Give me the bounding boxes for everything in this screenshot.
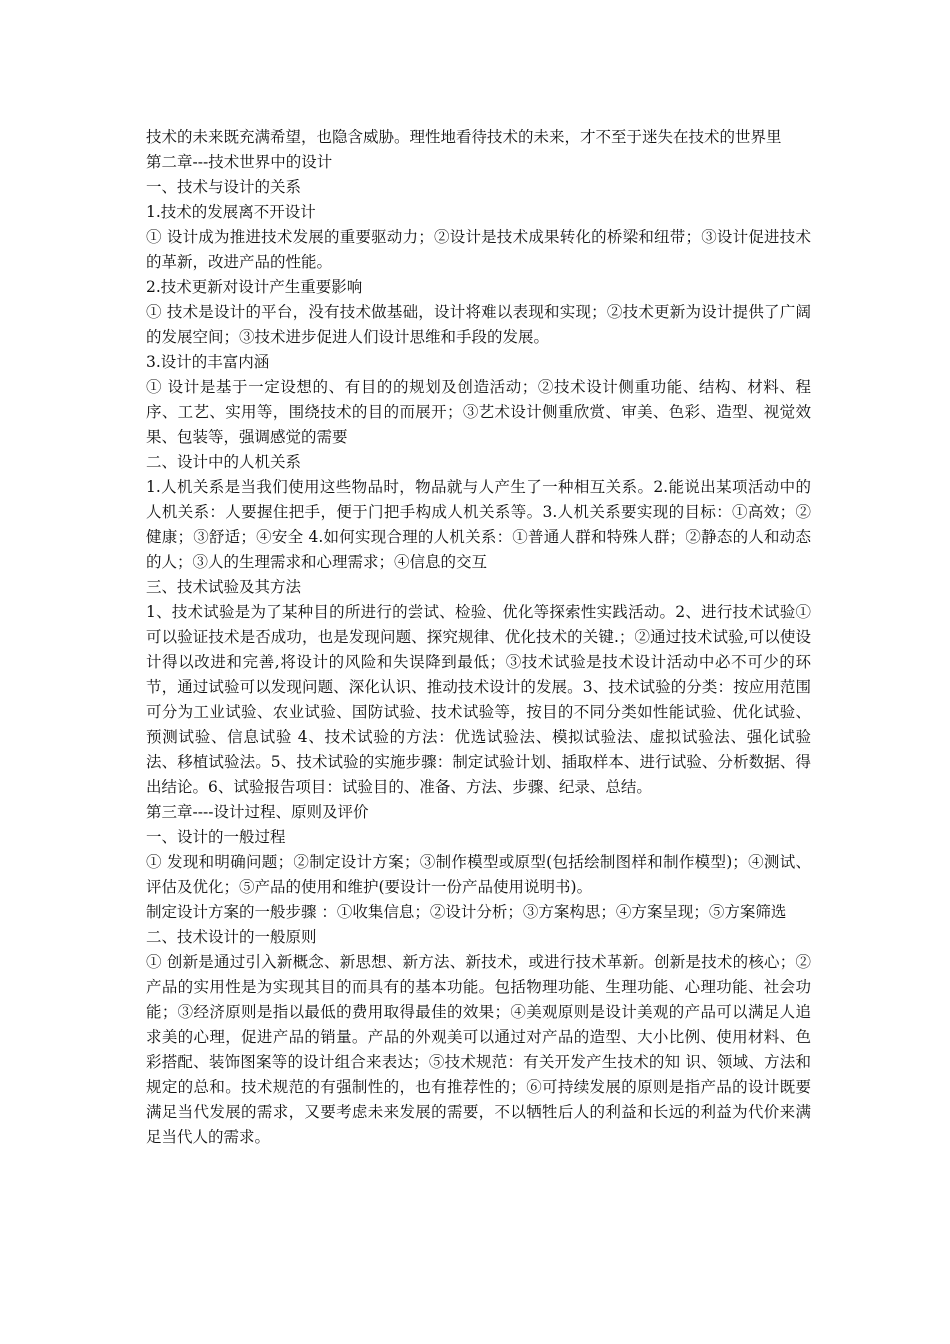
chapter-heading: 第二章---技术世界中的设计 xyxy=(146,153,333,171)
section-heading: 三、技术试验及其方法 xyxy=(146,578,302,596)
chapter-heading: 第三章----设计过程、原则及评价 xyxy=(146,803,369,821)
section-heading: 二、设计中的人机关系 xyxy=(146,453,302,471)
paragraph: 1.人机关系是当我们使用这些物品时，物品就与人产生了一种相互关系。2.能说出某项活动中的人机关系：人要握住把手，便于门把手构成人机关系等。3.人机关系要实现的目标：①高效；②健康；③舒适；④安全 4.如何实现合理的人机关系：①普通人群和特殊人群；②静态的人和动态的人；③人的生理需求和心理需求；④信息的交互 xyxy=(146,478,811,571)
document-body xyxy=(146,125,811,1150)
paragraph: 制定设计方案的一般步骤 ：①收集信息；②设计分析；③方案构思；④方案呈现；⑤方案筛选 xyxy=(146,903,787,921)
subsection-heading: 1.技术的发展离不开设计 xyxy=(146,203,316,221)
section-heading: 一、设计的一般过程 xyxy=(146,828,286,846)
paragraph: ① 创新是通过引入新概念、新思想、新方法、新技术，或进行技术革新。创新是技术的核心；②产品的实用性是为实现其目的而具有的基本功能。包括物理功能、生理功能、心理功能、社会功能；③经济原则是指以最低的费用取得最佳的效果；④美观原则是设计美观的产品可以满足人追求美的心理，促进产品的销量。产品的外观美可以通过对产品的造型、大小比例、使用材料、色彩搭配、装饰图案等的设计组合来表达；⑤技术规范：有关开发产生技术的知 识、领域、方法和规定的总和。技术规范的有强制性的，也有推荐性的；⑥可持续发展的原则是指产品的设计既要满足当代发展的需求，又要考虑未来发展的需要，不以牺牲后人的利益和长远的利益为代价来满足当代人的需求。 xyxy=(146,953,811,1146)
subsection-heading: 2.技术更新对设计产生重要影响 xyxy=(146,278,363,296)
paragraph-intro: 技术的未来既充满希望，也隐含威胁。理性地看待技术的未来，才不至于迷失在技术的世界里 xyxy=(146,128,782,146)
subsection-heading: 3.设计的丰富内涵 xyxy=(146,353,270,371)
section-heading: 二、技术设计的一般原则 xyxy=(146,928,317,946)
paragraph: ① 设计是基于一定设想的、有目的的规划及创造活动；②技术设计侧重功能、结构、材料、程序、工艺、实用等，围绕技术的目的而展开；③艺术设计侧重欣赏、审美、色彩、造型、视觉效果、包装等，强调感觉的需要 xyxy=(146,378,811,446)
paragraph: ① 设计成为推进技术发展的重要驱动力；②设计是技术成果转化的桥梁和纽带；③设计促进技术的革新，改进产品的性能。 xyxy=(146,228,811,271)
paragraph: ① 技术是设计的平台，没有技术做基础，设计将难以表现和实现；②技术更新为设计提供了广阔的发展空间；③技术进步促进人们设计思维和手段的发展。 xyxy=(146,303,811,346)
paragraph: 1、技术试验是为了某种目的所进行的尝试、检验、优化等探索性实践活动。2、进行技术试验①可以验证技术是否成功，也是发现问题、探究规律、优化技术的关键.；②通过技术试验,可以使设计得以改进和完善,将设计的风险和失误降到最低；③技术试验是技术设计活动中必不可少的环节，通过试验可以发现问题、深化认识、推动技术设计的发展。3、技术试验的分类：按应用范围可分为工业试验、农业试验、国防试验、技术试验等，按目的不同分类如性能试验、优化试验、预测试验、信息试验 4、技术试验的方法：优选试验法、模拟试验法、虚拟试验法、强化试验法、移植试验法。5、技术试验的实施步骤：制定试验计划、插取样本、进行试验、分析数据、得出结论。6、试验报告项目：试验目的、准备、方法、步骤、纪录、总结。 xyxy=(146,603,811,796)
section-heading: 一、技术与设计的关系 xyxy=(146,178,302,196)
paragraph: ① 发现和明确问题；②制定设计方案；③制作模型或原型(包括绘制图样和制作模型)；④测试、评估及优化；⑤产品的使用和维护(要设计一份产品使用说明书)。 xyxy=(146,853,811,896)
